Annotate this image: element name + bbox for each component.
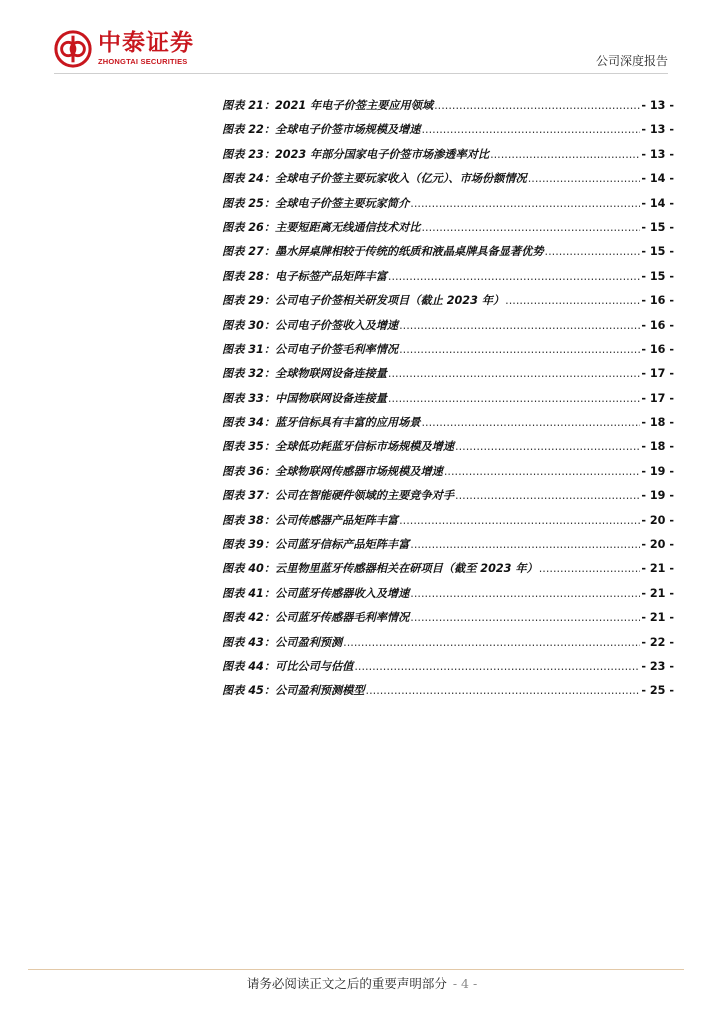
footer-disclaimer: 请务必阅读正文之后的重要声明部分 xyxy=(246,976,447,991)
toc-entry-page: - 20 - xyxy=(641,513,674,527)
toc-dot-leader xyxy=(490,148,640,161)
toc-dot-leader xyxy=(388,392,640,405)
toc-entry-page: - 18 - xyxy=(641,440,674,454)
toc-entry-title: 图表 25：全球电子价签主要玩家简介 xyxy=(222,196,410,210)
toc-dot-leader xyxy=(434,99,640,112)
toc-entry[interactable] xyxy=(222,634,674,658)
toc-entry-title: 图表 31：公司电子价签毛利率情况 xyxy=(222,342,399,356)
toc-entry-page: - 13 - xyxy=(641,123,674,137)
toc-entry[interactable] xyxy=(222,682,674,706)
toc-dot-leader xyxy=(545,245,641,258)
toc-entry[interactable] xyxy=(222,121,674,145)
toc-dot-leader xyxy=(539,562,641,575)
footer-divider xyxy=(28,969,684,970)
toc-entry-page: - 15 - xyxy=(641,269,674,283)
toc-entry[interactable] xyxy=(222,195,674,219)
toc-entry-page: - 19 - xyxy=(641,464,674,478)
toc-entry-title: 图表 40：云里物里蓝牙传感器相关在研项目（截至 2023 年） xyxy=(222,562,538,576)
toc-entry-page: - 16 - xyxy=(641,294,674,308)
zhongtai-logo-icon xyxy=(54,30,92,68)
report-type-label: 公司深度报告 xyxy=(595,54,668,68)
toc-entry[interactable] xyxy=(222,146,674,170)
logo-english-name: ZHONGTAI SECURITIES xyxy=(98,57,188,66)
toc-entry-page: - 13 - xyxy=(641,99,674,112)
toc-entry[interactable] xyxy=(222,487,674,511)
page-footer xyxy=(0,974,724,992)
toc-entry[interactable] xyxy=(222,219,674,243)
toc-entry-page: - 17 - xyxy=(641,391,674,405)
toc-entry-title: 图表 36：全球物联网传感器市场规模及增速 xyxy=(222,464,443,478)
toc-entry-title: 图表 41：公司蓝牙传感器收入及增速 xyxy=(222,586,410,600)
toc-entry-page: - 16 - xyxy=(641,318,674,332)
toc-dot-leader xyxy=(505,294,640,307)
toc-entry-title: 图表 35：全球低功耗蓝牙信标市场规模及增速 xyxy=(222,440,455,454)
toc-entry-page: - 13 - xyxy=(641,147,674,161)
toc-entry-title: 图表 29：公司电子价签相关研发项目（截止 2023 年） xyxy=(222,294,505,308)
toc-entry[interactable] xyxy=(222,170,674,194)
toc-entry-page: - 22 - xyxy=(641,635,674,649)
toc-entry-title: 图表 24：全球电子价签主要玩家收入（亿元）、市场份额情况 xyxy=(222,172,527,186)
toc-dot-leader xyxy=(421,416,640,429)
toc-entry[interactable] xyxy=(222,438,674,462)
toc-dot-leader xyxy=(343,636,640,649)
toc-entry-title: 图表 28：电子标签产品矩阵丰富 xyxy=(222,269,387,283)
toc-entry-title: 图表 37：公司在智能硬件领域的主要竞争对手 xyxy=(222,489,455,503)
toc-entry-title: 图表 42：公司蓝牙传感器毛利率情况 xyxy=(222,611,410,625)
toc-entry-page: - 23 - xyxy=(641,659,674,673)
logo-chinese-name: 中泰证券 xyxy=(98,30,194,56)
toc-entry-title: 图表 23：2023 年部分国家电子价签市场渗透率对比 xyxy=(222,147,490,161)
toc-entry[interactable] xyxy=(222,317,674,341)
toc-entry[interactable] xyxy=(222,414,674,438)
header-divider xyxy=(54,73,668,74)
toc-entry-title: 图表 44：可比公司与估值 xyxy=(222,659,354,673)
toc-entry-page: - 21 - xyxy=(641,611,674,625)
toc-dot-leader xyxy=(421,221,640,234)
toc-entry-title: 图表 38：公司传感器产品矩阵丰富 xyxy=(222,513,399,527)
toc-entry-title: 图表 33：中国物联网设备连接量 xyxy=(222,391,387,405)
toc-dot-leader xyxy=(388,270,640,283)
toc-dot-leader xyxy=(354,660,640,673)
toc-dot-leader xyxy=(455,440,640,453)
toc-entry-title: 图表 21：2021 年电子价签主要应用领域 xyxy=(222,99,434,112)
toc-entry-title: 图表 34：蓝牙信标具有丰富的应用场景 xyxy=(222,416,421,430)
toc-entry-page: - 16 - xyxy=(641,342,674,356)
toc-entry[interactable] xyxy=(222,341,674,365)
toc-entry-page: - 15 - xyxy=(641,220,674,234)
toc-entry[interactable] xyxy=(222,365,674,389)
toc-dot-leader xyxy=(528,172,641,185)
toc-entry-title: 图表 32：全球物联网设备连接量 xyxy=(222,367,387,381)
company-logo xyxy=(54,30,194,68)
toc-dot-leader xyxy=(366,684,641,697)
toc-entry-page: - 19 - xyxy=(641,489,674,503)
toc-dot-leader xyxy=(455,489,640,502)
toc-entry-title: 图表 39：公司蓝牙信标产品矩阵丰富 xyxy=(222,538,410,552)
toc-entry-page: - 18 - xyxy=(641,416,674,430)
toc-entry-page: - 25 - xyxy=(641,684,674,698)
toc-entry-title: 图表 30：公司电子价签收入及增速 xyxy=(222,318,399,332)
toc-entry[interactable] xyxy=(222,463,674,487)
toc-entry[interactable] xyxy=(222,512,674,536)
figure-index-list xyxy=(222,97,674,707)
toc-dot-leader xyxy=(388,367,640,380)
toc-dot-leader xyxy=(410,611,640,624)
toc-entry[interactable] xyxy=(222,292,674,316)
toc-dot-leader xyxy=(410,587,640,600)
toc-dot-leader xyxy=(399,514,640,527)
toc-dot-leader xyxy=(421,123,640,136)
toc-dot-leader xyxy=(444,465,641,478)
toc-entry[interactable] xyxy=(222,560,674,584)
toc-entry-page: - 20 - xyxy=(641,538,674,552)
toc-entry-title: 图表 27：墨水屏桌牌相较于传统的纸质和液晶桌牌具备显著优势 xyxy=(222,245,544,259)
page-number: - 4 - xyxy=(452,976,478,991)
toc-entry-page: - 21 - xyxy=(641,586,674,600)
toc-entry[interactable] xyxy=(222,243,674,267)
toc-entry[interactable] xyxy=(222,97,674,121)
toc-entry[interactable] xyxy=(222,536,674,560)
toc-dot-leader xyxy=(410,538,640,551)
toc-entry-page: - 15 - xyxy=(641,245,674,259)
toc-entry[interactable] xyxy=(222,609,674,633)
toc-dot-leader xyxy=(399,343,640,356)
toc-entry-title: 图表 43：公司盈利预测 xyxy=(222,635,343,649)
toc-dot-leader xyxy=(399,319,640,332)
toc-entry[interactable] xyxy=(222,585,674,609)
toc-entry-page: - 21 - xyxy=(641,562,674,576)
toc-entry[interactable] xyxy=(222,658,674,682)
toc-entry[interactable] xyxy=(222,390,674,414)
toc-entry-page: - 14 - xyxy=(641,172,674,186)
toc-dot-leader xyxy=(410,197,640,210)
toc-entry-title: 图表 22：全球电子价签市场规模及增速 xyxy=(222,123,421,137)
toc-entry-page: - 14 - xyxy=(641,196,674,210)
toc-entry-title: 图表 26：主要短距离无线通信技术对比 xyxy=(222,220,421,234)
toc-entry-page: - 17 - xyxy=(641,367,674,381)
toc-entry-title: 图表 45：公司盈利预测模型 xyxy=(222,684,365,698)
toc-entry[interactable] xyxy=(222,268,674,292)
